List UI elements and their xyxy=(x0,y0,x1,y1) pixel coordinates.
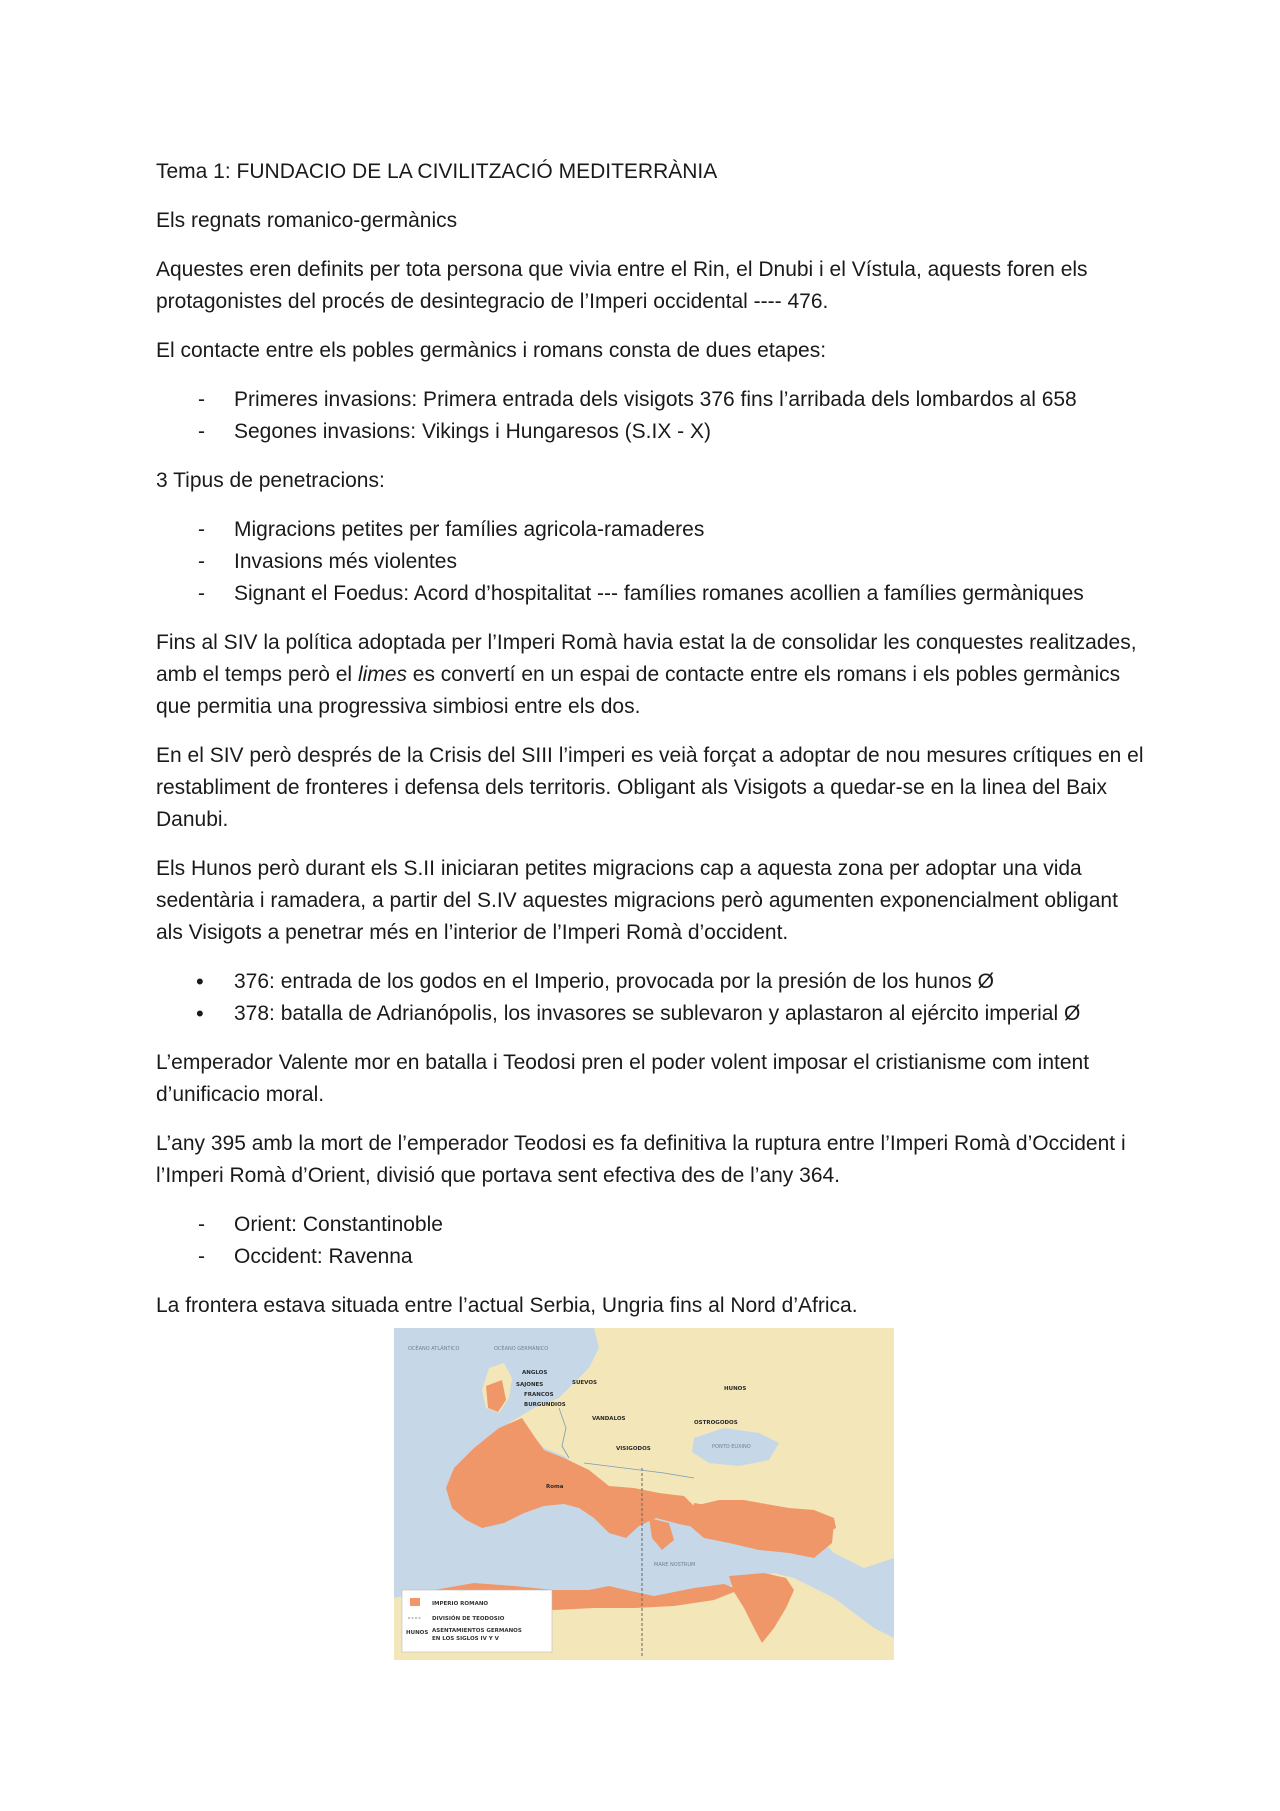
roman-empire-map xyxy=(394,1328,894,1660)
paragraph-9: La frontera estava situada entre l’actual Serbia, Ungria fins al Nord d’Africa. xyxy=(156,1294,858,1317)
label-sea: MARE NOSTRUM xyxy=(654,1562,696,1568)
list-item: - Primeres invasions: Primera entrada dels visigots 376 fins l’arribada dels lombardos al 658 xyxy=(156,384,1150,416)
p4-italic-term: limes xyxy=(357,663,407,686)
list-item: • 378: batalla de Adrianópolis, los invasores se sublevaron y aplastaron al ejército imperial Ø xyxy=(156,998,1150,1030)
paragraph-8: L’any 395 amb la mort de l’emperador Teodosi es fa definitiva la ruptura entre l’Imperi Romà d’Occident i l’Imperi Romà d’Orient, divisió que portava sent efectiva des de l’any 364. xyxy=(156,1132,1126,1187)
label-people: SAJONES xyxy=(516,1382,544,1388)
paragraph-5: En el SIV però després de la Crisis del SIII l’imperi es veià forçat a adoptar de nou mesures crítiques en el restabliment de fronteres i defensa dels territoris. Obligant als Visigots a quedar-se en la linea del Baix Danubi. xyxy=(156,744,1144,831)
list-item: - Invasions més violentes xyxy=(156,546,1150,578)
label-people: ANGLOS xyxy=(522,1370,548,1376)
label-people: VANDALOS xyxy=(592,1416,626,1422)
legend-division-label: DIVISIÓN DE TEODOSIO xyxy=(432,1616,505,1622)
list-item: - Occident: Ravenna xyxy=(156,1241,1150,1273)
label-city: Roma xyxy=(546,1484,564,1490)
map-svg xyxy=(394,1328,894,1660)
capitals-list xyxy=(156,1209,1150,1273)
label-people: VISIGODOS xyxy=(616,1446,651,1452)
penetrations-list xyxy=(156,514,1150,610)
label-people: BURGUNDIOS xyxy=(524,1402,566,1408)
label-people: OSTROGODOS xyxy=(694,1420,738,1426)
label-sea: OCÉANO GERMÁNICO xyxy=(494,1346,549,1352)
paragraph-4 xyxy=(156,627,1150,723)
paragraph-2: El contacte entre els pobles germànics i romans consta de dues etapes: xyxy=(156,339,827,362)
legend-empire-swatch xyxy=(410,1598,420,1606)
paragraph-3: 3 Tipus de penetracions: xyxy=(156,469,385,492)
p4-text-end: es convertí en un espai de contacte entre els romans i els pobles germànics que permitia una progressiva simbiosi entre els dos. xyxy=(156,663,1121,718)
p4-text-start: Fins al SIV la política adoptada per l’Imperi Romà havia estat la de consolidar les conquestes realitzades, amb el temps però el xyxy=(156,631,1137,686)
list-item: • 376: entrada de los godos en el Imperio, provocada por la presión de los hunos Ø xyxy=(156,966,1150,998)
label-sea: PONTO EUXINO xyxy=(712,1444,751,1450)
stages-list xyxy=(156,384,1150,448)
paragraph-6: Els Hunos però durant els S.II iniciaran petites migracions cap a aquesta zona per adoptar una vida sedentària i ramadera, a partir del S.IV aquestes migracions però agumenten exponencialment obligant als Visigots a penetrar més en l’interior de l’Imperi Romà d’occident. xyxy=(156,857,1118,944)
legend-hunos-key: HUNOS xyxy=(406,1630,429,1636)
paragraph-1: Aquestes eren definits per tota persona que vivia entre el Rin, el Dnubi i el Vístula, aquests foren els protagonistes del procés de desintegracio de l’Imperi occidental ---- 476. xyxy=(156,258,1088,313)
list-item: - Orient: Constantinoble xyxy=(156,1209,1150,1241)
label-sea: OCÉANO ATLÁNTICO xyxy=(408,1346,460,1352)
list-item: - Signant el Foedus: Acord d’hospitalitat --- famílies romanes acollien a famílies germàniques xyxy=(156,578,1150,610)
list-item: - Segones invasions: Vikings i Hungaresos (S.IX - X) xyxy=(156,416,1150,448)
label-people: FRANCOS xyxy=(524,1392,554,1398)
legend-settlements-label: EN LOS SIGLOS IV Y V xyxy=(432,1636,499,1642)
label-people: HUNOS xyxy=(724,1386,747,1392)
list-item: - Migracions petites per famílies agricola-ramaderes xyxy=(156,514,1150,546)
label-people: SUEVOS xyxy=(572,1380,597,1386)
legend-settlements-label: ASENTAMIENTOS GERMANOS xyxy=(432,1628,522,1634)
doc-subtitle: Els regnats romanico-germànics xyxy=(156,209,458,232)
doc-title: Tema 1: FUNDACIO DE LA CIVILITZACIÓ MEDITERRÀNIA xyxy=(156,160,718,183)
dates-list xyxy=(156,966,1150,1030)
legend-empire-label: IMPERIO ROMANO xyxy=(432,1601,489,1607)
paragraph-7: L’emperador Valente mor en batalla i Teodosi pren el poder volent imposar el cristianisme com intent d’unificacio moral. xyxy=(156,1051,1090,1106)
